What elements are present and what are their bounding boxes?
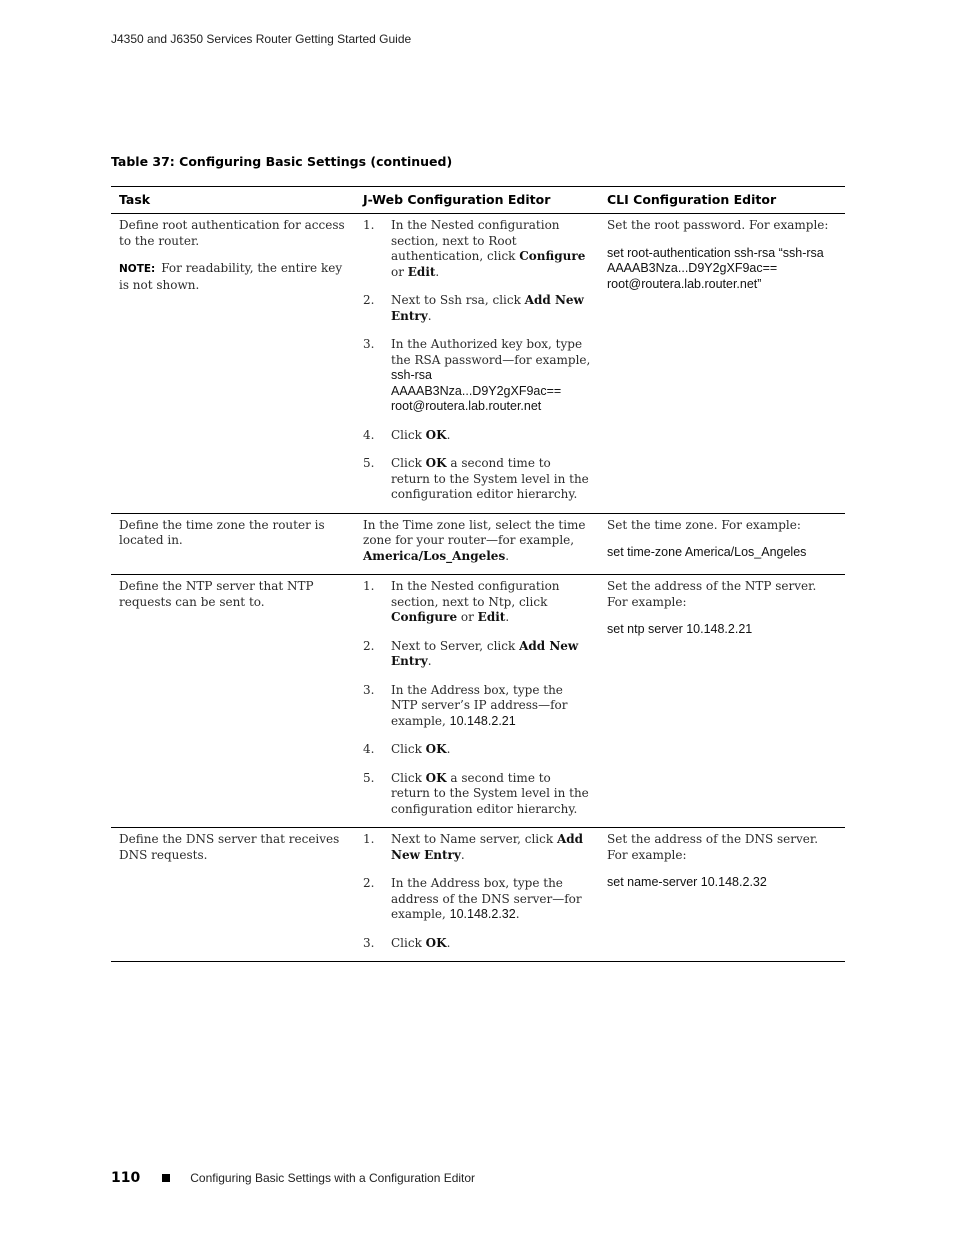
cli-command: set root-authentication ssh-rsa “ssh-rsa AAAAB3Nza...D9Y2gXF9ac== root@routera.lab.router.net” [607, 245, 824, 291]
ui-term-add-new-entry: Add New Entry [391, 832, 584, 862]
step-text: Click OK. [391, 935, 451, 950]
step-item [363, 456, 591, 503]
step-item [363, 832, 591, 863]
jweb-text: In the Time zone list, select the time zone for your router—for example, America/Los_Angeles. [363, 517, 586, 563]
ui-term-ok: OK [425, 427, 447, 442]
table-row [111, 574, 845, 827]
table-row [111, 513, 845, 575]
step-item [363, 218, 591, 280]
step-list [363, 579, 591, 817]
ui-term-ok: OK [425, 456, 447, 470]
ui-term-configure: Configure [391, 610, 458, 624]
task-text: Define root authentication for access to the router. [119, 218, 345, 248]
step-number: 3. [363, 935, 375, 950]
step-number: 4. [363, 742, 375, 756]
column-header-jweb: J-Web Configuration Editor [363, 192, 551, 207]
cli-cell [599, 514, 845, 575]
task-text: Define the time zone the router is located in. [119, 517, 325, 547]
example-value: ssh-rsa AAAAB3Nza...D9Y2gXF9ac== root@routera.lab.router.net [391, 368, 562, 413]
cli-command: set time-zone America/Los_Angeles [607, 545, 807, 559]
step-number: 2. [363, 876, 375, 890]
step-item [363, 337, 591, 415]
step-text: Next to Ssh rsa, click Add New Entry. [391, 293, 584, 323]
step-text: In the Nested configuration section, next to Root authentication, click Configure or Edit. [391, 218, 586, 279]
task-text: Define the NTP server that NTP requests can be sent to. [119, 579, 314, 609]
step-item [363, 936, 591, 952]
step-item [363, 579, 591, 626]
step-text: In the Address box, type the NTP server’s IP address—for example, 10.148.2.21 [391, 682, 568, 728]
settings-table [111, 186, 845, 962]
step-number: 3. [363, 337, 375, 351]
step-number: 1. [363, 832, 375, 846]
example-value: 10.148.2.32 [449, 907, 516, 921]
step-number: 1. [363, 579, 375, 593]
task-text: Define the DNS server that receives DNS requests. [119, 832, 340, 862]
jweb-cell [355, 214, 599, 513]
example-value: America/Los_Angeles [363, 548, 506, 563]
note [119, 261, 347, 293]
page-number: 110 [111, 1170, 141, 1186]
table-row [111, 827, 845, 961]
example-value: 10.148.2.21 [449, 713, 516, 728]
step-number: 2. [363, 638, 375, 653]
step-item [363, 742, 591, 758]
table-row [111, 214, 845, 513]
step-number: 1. [363, 218, 375, 232]
step-text: Next to Server, click Add New Entry. [391, 638, 579, 668]
step-number: 5. [363, 456, 375, 470]
step-text: Click OK a second time to return to the System level in the configuration editor hierarchy. [391, 456, 589, 501]
step-item [363, 683, 591, 730]
column-header-task: Task [119, 192, 151, 207]
cli-command: set ntp server 10.148.2.21 [607, 622, 753, 636]
ui-term-ok: OK [425, 770, 447, 785]
note-text: For readability, the entire key is not shown. [119, 261, 343, 292]
column-header-cli: CLI Configuration Editor [607, 192, 777, 207]
footer-section-title: Configuring Basic Settings with a Configuration Editor [190, 1171, 476, 1185]
ui-term-edit: Edit [477, 610, 506, 624]
step-item [363, 428, 591, 444]
step-list [363, 218, 591, 503]
square-bullet-icon [162, 1174, 170, 1182]
cli-cell [599, 214, 845, 513]
step-text: Click OK. [391, 427, 451, 442]
step-text: Click OK a second time to return to the System level in the configuration editor hierarchy. [391, 770, 589, 816]
jweb-cell [355, 514, 599, 575]
task-cell [111, 828, 355, 961]
step-text: In the Address box, type the address of the DNS server—for example, 10.148.2.32. [391, 876, 582, 921]
step-text: Next to Name server, click Add New Entry. [391, 832, 584, 862]
table-caption: Table 37: Configuring Basic Settings (continued) [111, 154, 453, 169]
task-cell [111, 214, 355, 513]
ui-term-add-new-entry: Add New Entry [391, 638, 579, 668]
cli-text: Set the time zone. For example: [607, 517, 801, 532]
step-list [363, 832, 591, 951]
ui-term-ok: OK [425, 935, 447, 950]
step-item [363, 639, 591, 670]
step-item [363, 293, 591, 324]
note-label: NOTE: [119, 263, 156, 275]
jweb-cell [355, 575, 599, 827]
task-cell [111, 575, 355, 827]
ui-term-configure: Configure [519, 249, 586, 263]
cli-text: Set the root password. For example: [607, 218, 829, 232]
step-text: In the Authorized key box, type the RSA password—for example, ssh-rsa AAAAB3Nza...D9Y2gXF9ac== root@routera.lab.router.net [391, 337, 591, 413]
ui-term-edit: Edit [407, 264, 436, 279]
step-item [363, 771, 591, 818]
running-header: J4350 and J6350 Services Router Getting Started Guide [111, 32, 412, 46]
page-footer [111, 1170, 475, 1186]
cli-command: set name-server 10.148.2.32 [607, 875, 767, 889]
step-number: 4. [363, 427, 375, 442]
cli-text: Set the address of the DNS server. For example: [607, 832, 819, 862]
table-header-row [111, 187, 845, 214]
step-text: In the Nested configuration section, next to Ntp, click Configure or Edit. [391, 579, 560, 624]
cli-text: Set the address of the NTP server. For example: [607, 579, 817, 609]
ui-term-add-new-entry: Add New Entry [391, 293, 584, 323]
jweb-cell [355, 828, 599, 961]
cli-cell [599, 575, 845, 827]
step-number: 3. [363, 682, 375, 697]
task-cell [111, 514, 355, 575]
step-text: Click OK. [391, 742, 451, 756]
step-item [363, 876, 591, 923]
cli-cell [599, 828, 845, 961]
step-number: 5. [363, 770, 375, 785]
step-number: 2. [363, 293, 375, 307]
ui-term-ok: OK [425, 742, 447, 756]
